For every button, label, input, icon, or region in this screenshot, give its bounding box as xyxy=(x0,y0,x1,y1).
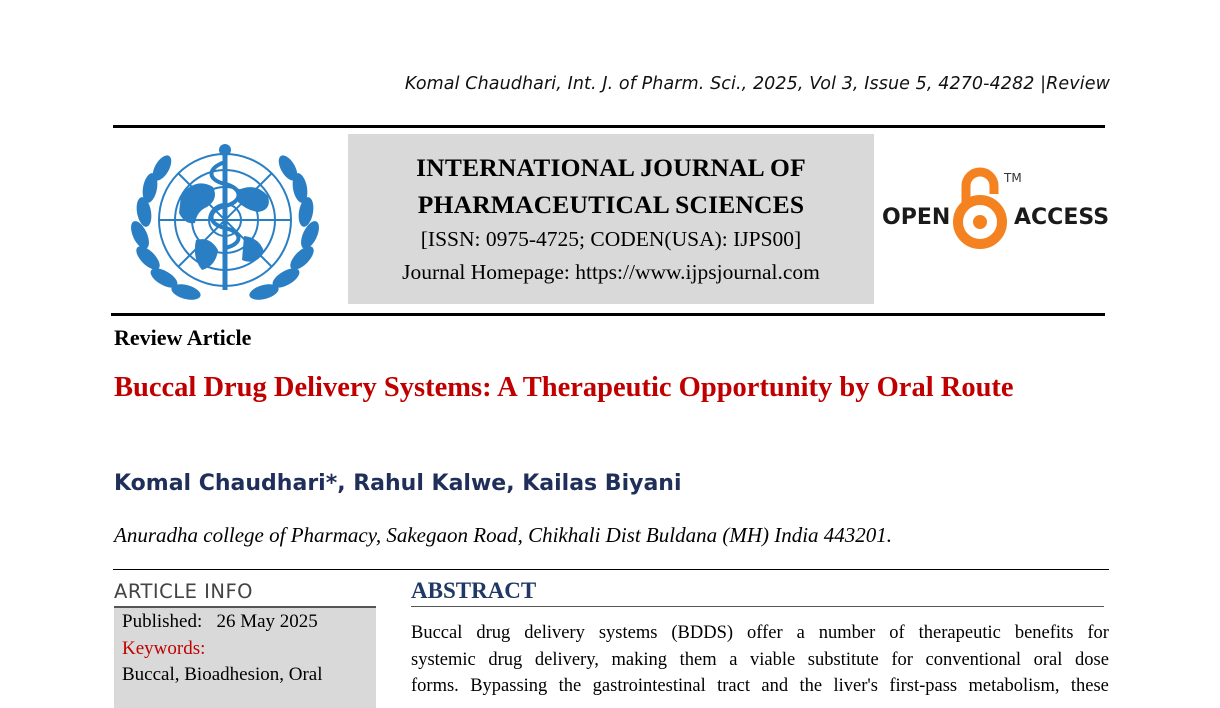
abstract-body xyxy=(411,620,1109,700)
abstract-line: Buccal drug delivery systems (BDDS) offer a number of therapeutic benefits for xyxy=(411,623,1109,643)
article-info-box xyxy=(114,608,376,708)
affiliation: Anuradha college of Pharmacy, Sakegaon Road, Chikhali Dist Buldana (MH) India 443201. xyxy=(114,523,893,547)
masthead-bottom-rule xyxy=(111,313,1105,316)
keywords-list: Buccal, Bioadhesion, Oral xyxy=(122,664,323,685)
article-title: Buccal Drug Delivery Systems: A Therapeutic Opportunity by Oral Route xyxy=(114,372,1014,403)
abstract-line: systemic drug delivery, making them a viable substitute for conventional oral dose xyxy=(411,649,1109,670)
running-head: Komal Chaudhari, Int. J. of Pharm. Sci., 2025, Vol 3, Issue 5, 4270-4282 |Review xyxy=(404,74,1110,94)
article-type: Review Article xyxy=(114,325,252,350)
abstract-heading: ABSTRACT xyxy=(411,578,537,603)
keywords-label: Keywords: xyxy=(122,638,206,659)
section-divider xyxy=(113,569,1109,570)
top-rule xyxy=(113,125,1105,128)
author-list: Komal Chaudhari*, Rahul Kalwe, Kailas Biyani xyxy=(114,471,682,496)
open-lock-icon xyxy=(958,172,1002,244)
journal-emblem-logo xyxy=(126,140,324,306)
journal-title-line1: INTERNATIONAL JOURNAL OF xyxy=(416,153,806,182)
open-access-access-text: ACCESS xyxy=(1014,205,1110,230)
journal-issn: [ISSN: 0975-4725; CODEN(USA): IJPS00] xyxy=(420,227,802,251)
article-info-heading: ARTICLE INFO xyxy=(114,580,254,603)
published-date: 26 May 2025 xyxy=(216,611,318,632)
journal-title-line2: PHARMACEUTICAL SCIENCES xyxy=(417,190,805,219)
journal-homepage[interactable]: Journal Homepage: https://www.ijpsjournal.com xyxy=(402,260,820,284)
journal-masthead xyxy=(348,134,874,304)
open-access-logo xyxy=(880,164,1110,254)
trademark-text: TM xyxy=(1004,171,1022,185)
published-label: Published: xyxy=(122,611,203,632)
abstract-line: forms. Bypassing the gastrointestinal tract and the liver's first-pass metabolism, these xyxy=(411,676,1109,696)
abstract-rule xyxy=(411,606,1104,607)
open-access-open-text: OPEN xyxy=(882,205,951,230)
